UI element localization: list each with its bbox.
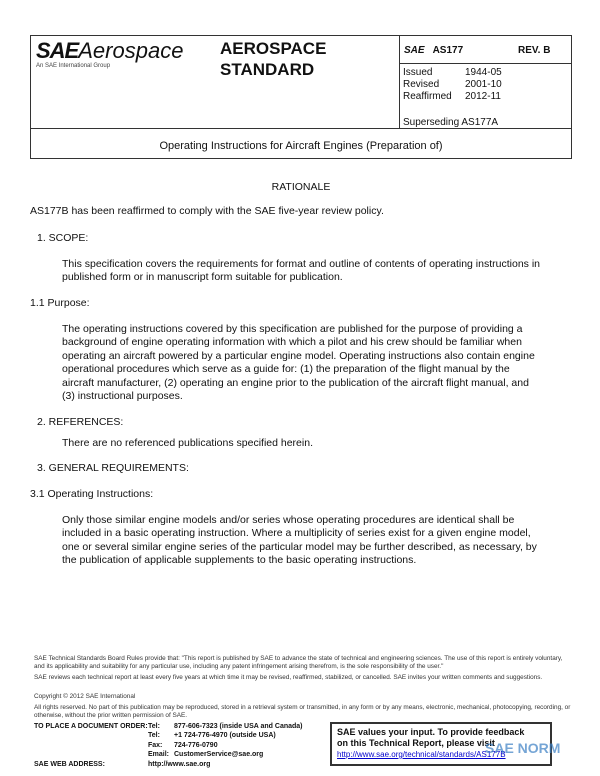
email-link[interactable]: CustomerService@sae.org	[174, 751, 264, 759]
revision: REV. B	[518, 45, 551, 56]
section-1-heading: 1. SCOPE:	[37, 232, 89, 244]
divider	[30, 128, 572, 129]
feedback-link[interactable]: http://www.sae.org/technical/standards/AS177B	[337, 750, 506, 759]
section-2-text: There are no referenced publications specified herein.	[62, 437, 313, 449]
divider	[399, 35, 400, 128]
web-link[interactable]: http://www.sae.org	[148, 761, 211, 768]
superseding: Superseding AS177A	[403, 117, 499, 128]
document-number: SAE AS177	[404, 45, 464, 56]
sae-aerospace-logo: SAEAerospace	[36, 38, 184, 63]
footer-review: SAE reviews each technical report at least every five years at which time it may be revised, reaffirmed, stabilized, or cancelled. SAE invites your written comments and suggestions.	[34, 674, 543, 681]
section-2-heading: 2. REFERENCES:	[37, 416, 124, 428]
logo-subtitle: An SAE International Group	[36, 63, 111, 69]
web-label: SAE WEB ADDRESS:	[34, 761, 105, 768]
footer-rights: All rights reserved. No part of this publication may be reproduced, stored in a retrieval system or transmitted, in any form or by any means, electronic, mechanical, photocopying, recording, or otherwise, without the prior written permission of SAE.	[34, 704, 571, 719]
section-1-1-text: The operating instructions covered by this specification are published for the purpose of providing a background of engine operating information with which a pilot and his crew should be familiar when operating an aircraft powered by a particular engine model. Operating instructions also contain engine operational procedures which serve as a guide for: (1) the preparation of the flight manual by the aircraft manufacturer, (2) operating an engine prior to the publication of the aircraft flight manual, and (3) instructional purposes.	[62, 323, 535, 403]
rationale-text: AS177B has been reaffirmed to comply with the SAE five-year review policy.	[30, 205, 384, 217]
dates-block: Issued 1944-05 Revised 2001-10 Reaffirmed 2012-11	[403, 67, 502, 102]
footer-rules: SAE Technical Standards Board Rules provide that: "This report is published by SAE to advance the state of technical and engineering sciences. The use of this report is entirely voluntary, and its applicability and suitability for any particular use, including any patent infringement arising therefrom, is the sole responsibility of the user."	[34, 655, 563, 670]
section-1-text: This specification covers the requirements for format and outline of contents of operating instructions in published form or in manuscript form suitable for publication.	[62, 258, 540, 284]
section-3-heading: 3. GENERAL REQUIREMENTS:	[37, 462, 189, 474]
feedback-box: SAE values your input. To provide feedback on this Technical Report, please visit http://www.sae.org/technical/standards/AS177B	[330, 722, 552, 766]
section-1-1-heading: 1.1 Purpose:	[30, 297, 90, 309]
sae-small-logo: SAE	[404, 45, 425, 56]
sae-norm-watermark: SAE NORM	[485, 740, 561, 756]
contacts: Tel: 877-606-7323 (inside USA and Canada) Tel: +1 724-776-4970 (outside USA) Fax: 724-776-0790 Email: CustomerService@sae.org	[148, 723, 303, 759]
section-3-1-text: Only those similar engine models and/or series whose operating procedures are identical shall be included in a basic operating instruction. Where a multiplicity of series exist for a given engine model, one or several similar engine series of the particular model may be further described, as necessary, by the publication of applicable supplements to the basic operating instructions.	[62, 514, 537, 567]
divider	[399, 63, 572, 64]
order-label: TO PLACE A DOCUMENT ORDER:	[34, 723, 148, 730]
footer-copyright: Copyright © 2012 SAE International	[34, 693, 136, 700]
rationale-heading: RATIONALE	[271, 181, 331, 193]
document-title: Operating Instructions for Aircraft Engines (Preparation of)	[159, 140, 443, 152]
section-3-1-heading: 3.1 Operating Instructions:	[30, 488, 154, 500]
document-type: AEROSPACE STANDARD	[220, 39, 327, 79]
